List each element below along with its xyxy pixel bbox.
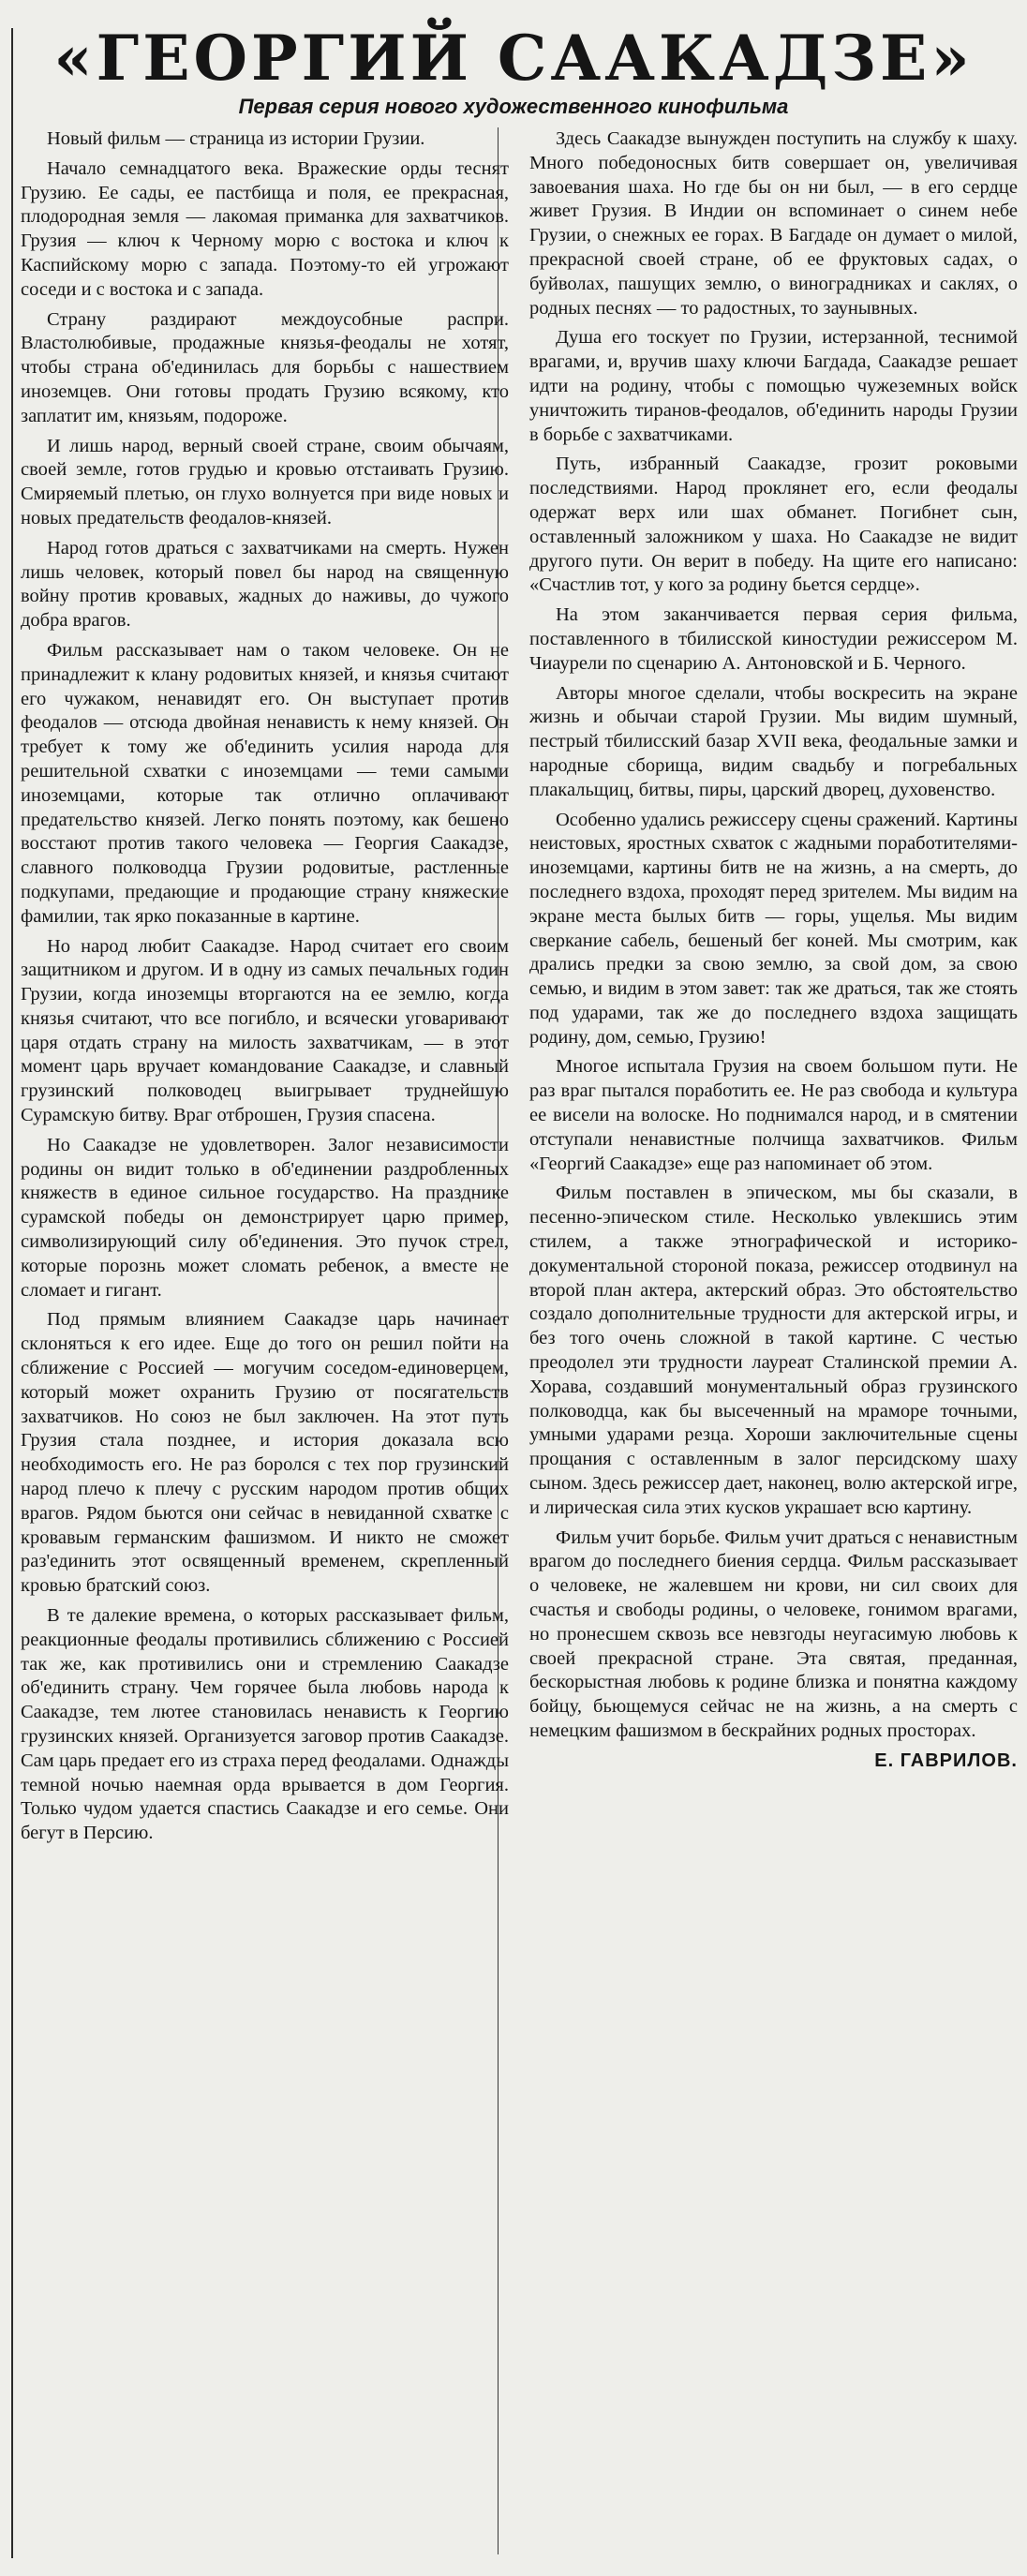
paragraph: Начало семнадцатого века. Вражеские орды теснят Грузию. Ее сады, ее пастбища и поля, ее прекрасная, плодородная земля — лакомая приманка для захватчиков. Грузия — ключ к Черному морю с востока и ключ к Каспийскому морю с запада. Поэтому-то ей угрожают соседи и с востока и с запада. <box>21 157 509 300</box>
paragraph: Фильм рассказывает нам о таком человеке. Он не принадлежит к клану родовитых князей, и князья считают его чужаком, ненавидят его. Он выступает против феодалов — отсюда двойная ненависть к нему князей. Он требует к тому же об'единить усилия народа для решительной схватки с иноземцами — теми самыми иноземцами, которые так отлично оплачивают предательство князей. Легко понять поэтому, как бешено восстают против такого человека — Георгия Саакадзе, славного полководца Грузии родовитые, растленные подкупами, предающие и продающие страну княжеские фамилии, так ярко показанные в картине. <box>21 639 509 927</box>
margin-rule <box>11 28 13 2558</box>
left-column <box>21 127 509 2554</box>
paragraph: Душа его тоскует по Грузии, истерзанной, теснимой врагами, и, вручив шаху ключи Багдада, Саакадзе решает идти на родину, чтобы с помощью чужеземных войск уничтожить тиранов-феодалов, об'единить народы Грузии в борьбе с захватчиками. <box>529 327 1018 445</box>
paragraph: Многое испытала Грузия на своем большом пути. Не раз враг пытался поработить ее. Не раз свобода и культура ее висели на волоске. Но поднимался народ, и в смятении отступали ненавистные полчища захватчиков. Фильм «Георгий Саакадзе» еще раз напоминает об этом. <box>529 1056 1018 1174</box>
paragraph: Особенно удались режиссеру сцены сражений. Картины неистовых, яростных схваток с жадными поработителями-иноземцами, картины битв не на жизнь, а на смерть, до последнего вздоха, проходят перед зрителем. Мы видим на экране места былых битв — горы, ущелья. Мы видим сверкание сабель, бешеный бег коней. Мы смотрим, как дрались предки за свою землю, за свой дом, за свою семью, и видим в этом завет: так же драться, так же стоять под ударами, так же до последнего вздоха защищать родину, дом, семью, Грузию! <box>529 809 1018 1048</box>
paragraph: Но народ любит Саакадзе. Народ считает его своим защитником и другом. И в одну из самых печальных годин Грузии, когда иноземцы вторгаются на ее землю, когда князья считают, что все погибло, и всячески уговаривают царя отдать страну на милость захватчикам, — в этот момент царь вручает командование Саакадзе, и славный грузинский полководец выигрывает труднейшую Сурамскую битву. Враг отброшен, Грузия спасена. <box>21 935 509 1126</box>
author-signature: Е. ГАВРИЛОВ. <box>874 1750 1018 1771</box>
paragraph: Народ готов драться с захватчиками на смерть. Нужен лишь человек, который повел бы народ на священную войну против кровавых, жадных до наживы, до чужого добра врагов. <box>21 537 509 632</box>
paragraph: И лишь народ, верный своей стране, своим обычаям, своей земле, готов грудью и кровью отстаивать Грузию. Смиряемый плетью, он глухо волнуется при виде новых и новых предательств феодалов-князей. <box>21 435 509 529</box>
paragraph: Но Саакадзе не удовлетворен. Залог независимости родины он видит только в об'единении раздробленных княжеств в единое сильное государство. На празднике сурамской победы он демонстрирует царю пример, символизирующий силу об'единения. Это пучок стрел, которые порознь может сломать ребенок, а вместе не сломает и гигант. <box>21 1134 509 1301</box>
article-body <box>21 127 1018 2554</box>
paragraph: Фильм учит борьбе. Фильм учит драться с ненавистным врагом до последнего биения сердца. Фильм рассказывает о человеке, не жалевшем ни крови, ни сил своих для счастья и свободы родины, о человеке, гонимом врагами, но пронесшем сквозь все невзгоды неугасимую любовь к своей прекрасной стране. Эта святая, преданная, бескорыстная любовь к родине близка и понятна каждому бойцу, бьющемуся сейчас не на жизнь, а на смерть с немецким фашизмом в бескрайних родных просторах. <box>529 1526 1018 1741</box>
paragraph: На этом заканчивается первая серия фильма, поставленного в тбилисской киностудии режиссером М. Чиаурели по сценарию А. Антоновской и Б. Черного. <box>529 604 1018 674</box>
paragraph: Путь, избранный Саакадзе, грозит роковыми последствиями. Народ проклянет его, если феодалы одержат верх или шах обманет. Погибнет сын, оставленный заложником у шаха. Но Саакадзе не видит другого пути. Он верит в победу. На щите его написано: «Счастлив тот, у кого за родину бьется сердце». <box>529 454 1018 596</box>
paragraph: Под прямым влиянием Саакадзе царь начинает склоняться к его идее. Еще до того он решил пойти на сближение с Россией — могучим соседом-единоверцем, который может охранить Грузию от посягательств захватчиков. Но союз не был заключен. На этот путь Грузия стала позднее, и история доказала всю необходимость его. Не раз боролся с тех пор грузинский народ плечо к плечу с русским народом против общих врагов. Рядом бьются они сейчас в невиданной схватке с кровавым германским фашизмом. И никто не сможет раз'единить этот освященный временем, скрепленный кровью братский союз. <box>21 1309 509 1597</box>
paragraph: В те далекие времена, о которых рассказывает фильм, реакционные феодалы противились сближению с Россией так же, как противились они и стремлению Саакадзе об'единить страну. Чем горячее была любовь народа к Саакадзе, тем лютее становилась ненависть к Георгию грузинских князей. Организуется заговор против Саакадзе. Сам царь предает его из страха перед феодалами. Однажды темной ночью наемная орда врывается в дом Георгия. Только чудом удается спастись Саакадзе и его семье. Они бегут в Персию. <box>21 1605 509 1844</box>
paragraph: Авторы многое сделали, чтобы воскресить на экране жизнь и обычаи старой Грузии. Мы видим шумный, пестрый тбилисский базар XVII века, феодальные замки и народные сборища, видим свадьбу и погребальных плакальщиц, битвы, пиры, царский дворец, духовенство. <box>529 682 1018 800</box>
paragraph: Страну раздирают междоусобные распри. Властолюбивые, продажные князья-феодалы не хотят, чтобы страна об'единилась для борьбы с нашествием иноземцев. Они готовы продать Грузию всякому, кто заплатит им, князьям, подороже. <box>21 308 509 426</box>
article-subtitle: Первая серия нового художественного кинофильма <box>238 95 789 118</box>
paragraph: Новый фильм — страница из истории Грузии. <box>47 128 425 149</box>
paragraph: Здесь Саакадзе вынужден поступить на службу к шаху. Много победоносных битв совершает он, увеличивая завоевания шаха. Но где бы он ни был, — в его сердце живет Грузия. В Индии он вспоминает о синем небе Грузии, о снежных ее горах. В Багдаде он думает о милой, прекрасной своей стране, об ее фруктовых садах, о буйволах, пашущих землю, о виноградниках и саклях, о родных песнях — то радостных, то заунывных. <box>529 128 1018 319</box>
article-title: «ГЕОРГИЙ СААКАДЗЕ» <box>53 22 974 95</box>
paragraph: Фильм поставлен в эпическом, мы бы сказали, в песенно-эпическом стиле. Несколько увлекшись этим стилем, а также этнографической и историко-документальной стороной показа, режиссер отодвинул на второй план актера, актерский образ. Это обстоятельство создало дополнительные трудности для актерской игры, и без того очень сложной в такой картине. С честью преодолел эти трудности лауреат Сталинской премии А. Хорава, создавший монументальный образ грузинского полководца, как бы высеченный на мраморе точными, умными ударами резца. Хороши заключительные сцены прощания с оставленным в залог персидскому шаху сыном. Здесь режиссер дает, наконец, волю актерской игре, и лирическая сила этих кусков украшает всю картину. <box>529 1183 1018 1518</box>
right-column <box>529 127 1018 2554</box>
